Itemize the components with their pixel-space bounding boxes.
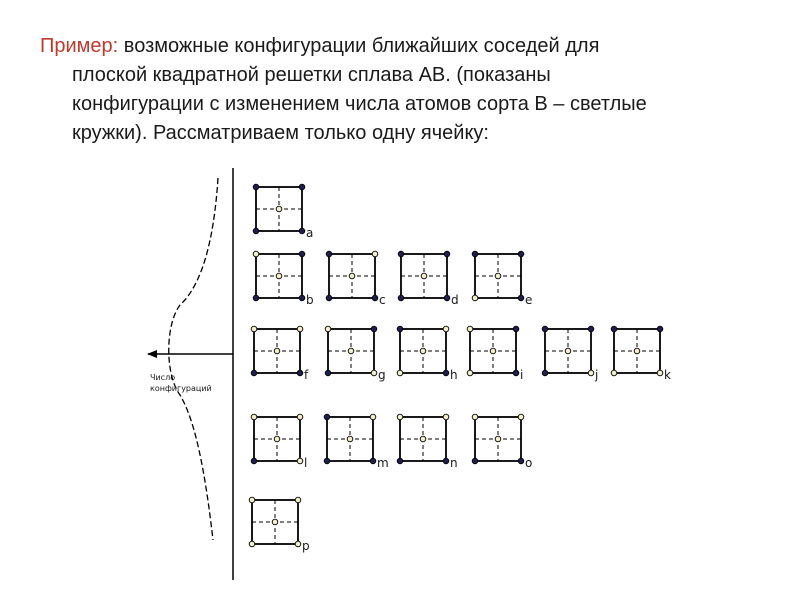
atom-a-corner bbox=[251, 370, 257, 376]
config-cell-k bbox=[611, 326, 671, 382]
config-cell-p bbox=[249, 497, 309, 553]
atom-a-corner bbox=[542, 326, 548, 332]
atom-b-center bbox=[276, 206, 282, 212]
atom-a-corner bbox=[513, 326, 519, 332]
atom-b-center bbox=[347, 436, 353, 442]
atom-b-center bbox=[495, 273, 501, 279]
config-cell-i bbox=[467, 326, 523, 382]
atom-b-corner bbox=[397, 414, 403, 420]
atom-b-corner bbox=[297, 414, 303, 420]
atom-a-corner bbox=[324, 414, 330, 420]
atom-b-center bbox=[565, 348, 571, 354]
atom-a-corner bbox=[398, 251, 404, 257]
atom-b-corner bbox=[297, 326, 303, 332]
atom-b-corner bbox=[297, 458, 303, 464]
config-cell-f bbox=[251, 326, 309, 382]
atom-b-center bbox=[274, 436, 280, 442]
config-label: n bbox=[450, 456, 458, 470]
atom-b-corner bbox=[249, 497, 255, 503]
atom-b-corner bbox=[467, 326, 473, 332]
atom-a-corner bbox=[371, 326, 377, 332]
atom-a-corner bbox=[299, 228, 305, 234]
atom-b-corner bbox=[253, 251, 259, 257]
config-cell-c bbox=[326, 251, 385, 307]
atom-b-corner bbox=[325, 326, 331, 332]
atom-a-corner bbox=[253, 228, 259, 234]
atom-a-corner bbox=[299, 251, 305, 257]
atom-b-corner bbox=[370, 414, 376, 420]
config-label: g bbox=[378, 368, 386, 382]
atom-a-corner bbox=[588, 326, 594, 332]
config-cell-o bbox=[472, 414, 532, 470]
atom-a-corner bbox=[542, 370, 548, 376]
atom-a-corner bbox=[657, 326, 663, 332]
atom-b-corner bbox=[443, 326, 449, 332]
atom-a-corner bbox=[299, 295, 305, 301]
atom-b-center bbox=[495, 436, 501, 442]
atom-a-corner bbox=[299, 184, 305, 190]
config-label: k bbox=[664, 368, 671, 382]
atom-b-corner bbox=[611, 370, 617, 376]
atom-a-corner bbox=[472, 251, 478, 257]
atom-b-corner bbox=[372, 251, 378, 257]
config-cell-g bbox=[325, 326, 385, 382]
atom-a-corner bbox=[397, 458, 403, 464]
config-label: p bbox=[302, 539, 310, 553]
axis-label-line-1: Число bbox=[150, 373, 176, 382]
atom-a-corner bbox=[253, 184, 259, 190]
atom-a-corner bbox=[326, 295, 332, 301]
atom-a-corner bbox=[325, 370, 331, 376]
atom-a-corner bbox=[444, 251, 450, 257]
config-label: i bbox=[520, 368, 524, 382]
atom-b-center bbox=[348, 348, 354, 354]
config-cell-l bbox=[251, 414, 307, 470]
atom-b-center bbox=[349, 273, 355, 279]
atom-a-corner bbox=[251, 458, 257, 464]
atom-b-center bbox=[276, 273, 282, 279]
atom-b-center bbox=[420, 348, 426, 354]
atom-b-center bbox=[272, 519, 278, 525]
atom-a-corner bbox=[518, 458, 524, 464]
atom-b-corner bbox=[371, 370, 377, 376]
atom-b-corner bbox=[251, 414, 257, 420]
config-cell-j bbox=[542, 326, 598, 382]
config-cell-h bbox=[397, 326, 457, 382]
atom-b-corner bbox=[295, 541, 301, 547]
atom-a-corner bbox=[398, 295, 404, 301]
atom-a-corner bbox=[397, 326, 403, 332]
atom-b-corner bbox=[251, 326, 257, 332]
config-label: l bbox=[304, 456, 308, 470]
atom-b-corner bbox=[397, 370, 403, 376]
text-line-3: конфигурации с изменением числа атомов сорта В – светлые bbox=[72, 93, 647, 115]
atom-b-corner bbox=[467, 370, 473, 376]
atom-b-center bbox=[490, 348, 496, 354]
config-cell-b bbox=[253, 251, 313, 307]
config-cell-a bbox=[253, 184, 313, 240]
config-label: a bbox=[306, 226, 314, 240]
atom-b-corner bbox=[472, 414, 478, 420]
atom-b-corner bbox=[249, 541, 255, 547]
config-label: h bbox=[450, 368, 458, 382]
atom-b-center bbox=[634, 348, 640, 354]
config-cell-m bbox=[324, 414, 389, 470]
atom-a-corner bbox=[443, 370, 449, 376]
atom-b-corner bbox=[588, 370, 594, 376]
config-cell-d bbox=[398, 251, 458, 307]
config-cell-e bbox=[472, 251, 532, 307]
atom-a-corner bbox=[370, 458, 376, 464]
atom-a-corner bbox=[472, 458, 478, 464]
axis-label-line-2: конфигураций bbox=[150, 384, 212, 393]
config-label: d bbox=[451, 293, 459, 307]
text-line-4: кружки). Рассматриваем только одну ячейку: bbox=[72, 122, 489, 144]
atom-a-corner bbox=[518, 295, 524, 301]
atom-b-corner bbox=[443, 414, 449, 420]
config-label: j bbox=[595, 368, 599, 382]
config-label: c bbox=[379, 293, 386, 307]
atom-a-corner bbox=[372, 295, 378, 301]
atom-a-corner bbox=[611, 326, 617, 332]
atom-a-corner bbox=[518, 251, 524, 257]
atom-a-corner bbox=[443, 458, 449, 464]
config-cells bbox=[249, 184, 671, 553]
config-label: o bbox=[525, 456, 533, 470]
atom-b-corner bbox=[472, 295, 478, 301]
config-label: b bbox=[306, 293, 314, 307]
atom-a-corner bbox=[253, 295, 259, 301]
atom-a-corner bbox=[326, 251, 332, 257]
text-line-1-rest: возможные конфигурации ближайших соседей для bbox=[118, 35, 600, 57]
config-label: m bbox=[377, 456, 389, 470]
example-prefix: Пример: bbox=[40, 35, 119, 57]
atom-b-corner bbox=[295, 497, 301, 503]
distribution-curve bbox=[169, 178, 218, 540]
config-label: f bbox=[304, 368, 309, 382]
atom-a-corner bbox=[324, 458, 330, 464]
atom-b-center bbox=[421, 273, 427, 279]
atom-a-corner bbox=[444, 295, 450, 301]
atom-b-center bbox=[420, 436, 426, 442]
atom-a-corner bbox=[297, 370, 303, 376]
text-line-2: плоской квадратной решетки сплава АВ. (показаны bbox=[72, 64, 551, 86]
atom-b-corner bbox=[518, 414, 524, 420]
config-label: e bbox=[525, 293, 533, 307]
atom-a-corner bbox=[513, 370, 519, 376]
atom-b-center bbox=[274, 348, 280, 354]
config-cell-n bbox=[397, 414, 457, 470]
atom-b-corner bbox=[657, 370, 663, 376]
